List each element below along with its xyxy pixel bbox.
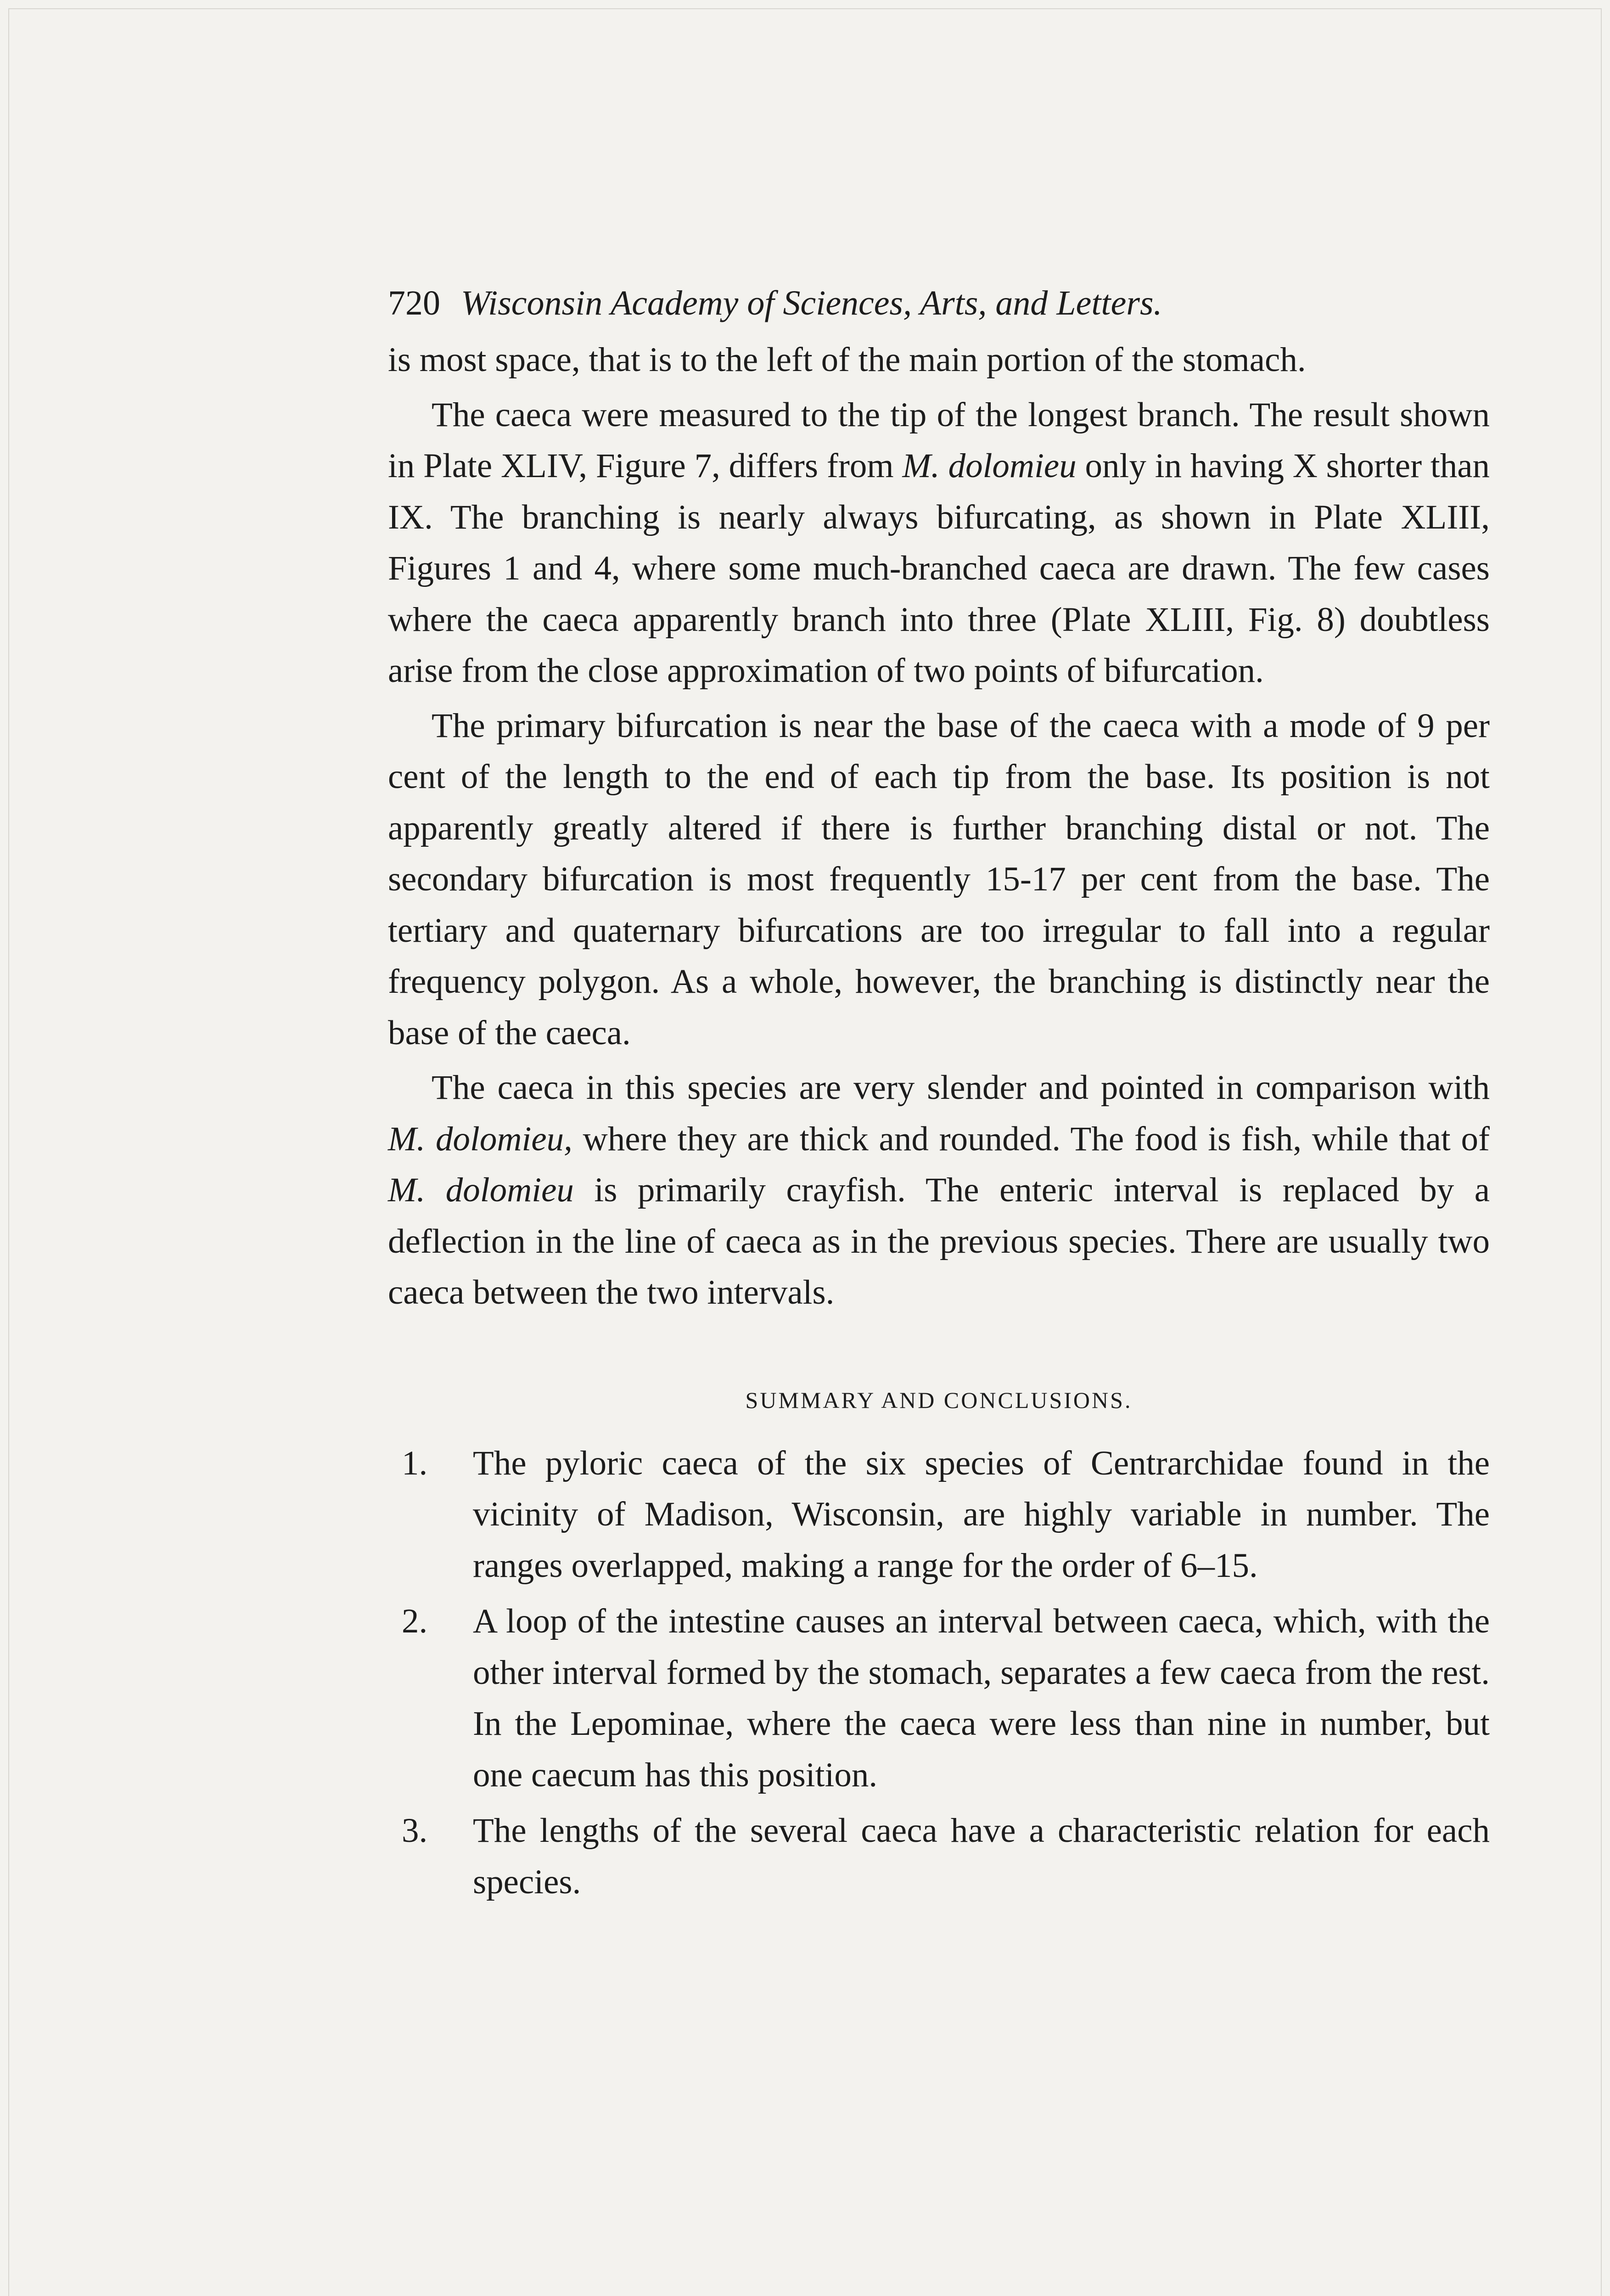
paragraph-continuation (388, 334, 1490, 386)
species-name: M. dolomieu, (388, 1120, 572, 1158)
paragraph-text: where they are thick and rounded. The food is fish, while that of (572, 1120, 1490, 1158)
paragraph-text: is primarily crayfish. The enteric interval is replaced by a deflection in the line of caeca as in the previous species. There are usually two caeca between the two intervals. (388, 1171, 1490, 1311)
list-item-number: 3. (402, 1812, 428, 1850)
paragraph-caeca-measurement (388, 389, 1490, 697)
paragraph-text: only in having X shorter than IX. The branching is nearly always bifurcating, as shown in Plate XLIII, Figures 1 and 4, where some much-branched caeca are drawn. The few cases where the caeca apparently branch into three (Plate XLIII, Fig. 8) doubtless arise from the close approximation of two points of bifurcation. (388, 447, 1490, 690)
list-item-text: The pyloric caeca of the six species of Centrarchidae found in the vicinity of Madison, Wisconsin, are highly variable in number. The ranges overlapped, making a range for the order of 6–15. (473, 1444, 1490, 1585)
list-item-number: 1. (402, 1444, 428, 1482)
running-head (388, 280, 1490, 326)
list-item-text: A loop of the intestine causes an interval between caeca, which, with the other interval formed by the stomach, separates a few caeca from the rest. In the Lepominae, where the caeca were less than nine in number, but one caecum has this position. (473, 1602, 1490, 1794)
paragraph-primary-bifurcation (388, 700, 1490, 1059)
page-number: 720 (388, 284, 440, 322)
paragraph-text: The caeca in this species are very slender and pointed in comparison with (432, 1069, 1490, 1107)
paragraph-text: is most space, that is to the left of the main portion of the stomach. (388, 341, 1306, 379)
list-item-number: 2. (402, 1602, 428, 1640)
journal-title: Wisconsin Academy of Sciences, Arts, and Letters. (461, 284, 1162, 322)
section-heading: SUMMARY AND CONCLUSIONS. (745, 1387, 1133, 1413)
paragraph-caeca-shape (388, 1062, 1490, 1318)
conclusions-list (388, 1438, 1490, 1908)
paragraph-text: The caeca were measured to the tip of the longest branch. The result shown in Plate XLIV, Figure 7, differs from (388, 395, 1490, 485)
list-item (388, 1596, 1490, 1801)
page-text-block (388, 280, 1490, 1912)
list-item (388, 1805, 1490, 1908)
list-item-text: The lengths of the several caeca have a characteristic relation for each species. (473, 1812, 1490, 1901)
paragraph-text: The primary bifurcation is near the base of the caeca with a mode of 9 per cent of the length to the end of each tip from the base. Its position is not apparently greatly altered if there is further branching distal or not. The secondary bifurcation is most frequently 15-17 per cent from the base. The tertiary and quaternary bifurcations are too irregular to fall into a regular frequency polygon. As a whole, however, the branching is distinctly near the base of the caeca. (388, 706, 1490, 1052)
species-name: M. dolomieu (388, 1171, 574, 1209)
list-item (388, 1438, 1490, 1592)
species-name: M. dolomieu (902, 447, 1077, 485)
